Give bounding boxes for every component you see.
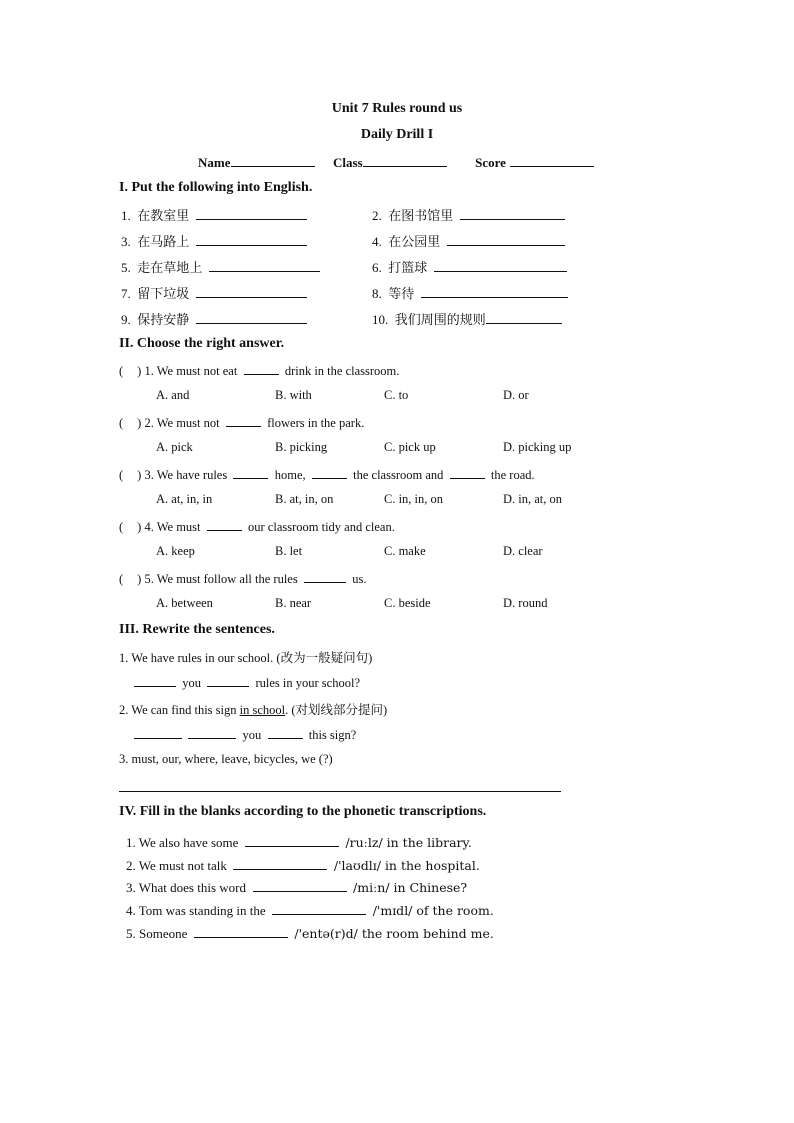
answer-blank[interactable] — [226, 414, 261, 427]
class-field[interactable] — [363, 153, 447, 167]
translation-item-7: 7. 留下垃圾 — [121, 283, 307, 302]
section-4-heading: IV. Fill in the blanks according to the phonetic transcriptions. — [119, 804, 487, 819]
mc-question-1: ( ) 1. We must not eat drink in the classroom. — [119, 364, 400, 378]
class-label: Class — [333, 155, 363, 170]
translation-item-1: 1. 在教室里 — [121, 205, 307, 224]
answer-blank[interactable] — [134, 726, 182, 739]
rewrite-question-3: 3. must, our, where, leave, bicycles, we (?) — [119, 752, 333, 766]
answer-blank[interactable] — [272, 902, 366, 915]
option-d[interactable]: D. clear — [503, 544, 543, 558]
option-c[interactable]: C. in, in, on — [384, 492, 444, 506]
answer-blank[interactable] — [253, 879, 347, 892]
translation-item-3: 3. 在马路上 — [121, 231, 307, 250]
option-b[interactable]: B. at, in, on — [275, 492, 334, 506]
translation-item-6: 6. 打篮球 — [372, 257, 567, 276]
name-label: Name — [198, 155, 231, 170]
phonetic-item-1: 1. We also have some /ruːlz/ in the library. — [126, 835, 472, 850]
option-a[interactable]: A. keep — [156, 544, 195, 558]
answer-blank[interactable] — [434, 259, 567, 272]
answer-blank[interactable] — [196, 285, 307, 298]
option-c[interactable]: C. beside — [384, 596, 431, 610]
answer-blank[interactable] — [486, 311, 562, 324]
option-c[interactable]: C. pick up — [384, 440, 436, 454]
section-2-heading: II. Choose the right answer. — [119, 336, 285, 351]
answer-blank[interactable] — [134, 674, 176, 687]
option-c[interactable]: C. make — [384, 544, 426, 558]
phonetic-item-3: 3. What does this word /miːn/ in Chinese? — [126, 880, 468, 895]
option-b[interactable]: B. picking — [275, 440, 328, 454]
option-d[interactable]: D. round — [503, 596, 548, 610]
worksheet-title: Unit 7 Rules round us — [331, 101, 463, 116]
answer-blank[interactable] — [207, 518, 242, 531]
answer-blank[interactable] — [447, 233, 565, 246]
name-field[interactable] — [231, 153, 315, 167]
phonetic-item-2: 2. We must not talk /'laʊdlɪ/ in the hospital. — [126, 858, 480, 873]
score-field[interactable] — [510, 153, 594, 167]
worksheet-subtitle: Daily Drill I — [360, 127, 434, 142]
answer-blank[interactable] — [196, 311, 307, 324]
rewrite-question-2: 2. We can find this sign in school. (对划线部分提问) — [119, 703, 388, 717]
mc-question-2: ( ) 2. We must not flowers in the park. — [119, 416, 365, 430]
answer-blank[interactable] — [233, 857, 327, 870]
answer-blank[interactable] — [421, 285, 568, 298]
option-d[interactable]: D. or — [503, 388, 529, 402]
translation-item-4: 4. 在公园里 — [372, 231, 565, 250]
phonetic-item-5: 5. Someone /'entə(r)d/ the room behind me. — [126, 926, 494, 941]
answer-blank[interactable] — [245, 834, 339, 847]
answer-blank[interactable] — [244, 362, 279, 375]
option-b[interactable]: B. with — [275, 388, 312, 402]
answer-blank[interactable] — [194, 925, 288, 938]
answer-blank[interactable] — [188, 726, 236, 739]
translation-item-2: 2. 在图书馆里 — [372, 205, 565, 224]
answer-blank[interactable] — [196, 233, 307, 246]
rewrite-question-1: 1. We have rules in our school. (改为一般疑问句) — [119, 651, 373, 665]
option-b[interactable]: B. near — [275, 596, 312, 610]
answer-blank[interactable] — [304, 570, 346, 583]
section-3-heading: III. Rewrite the sentences. — [119, 622, 275, 637]
mc-question-5: ( ) 5. We must follow all the rules us. — [119, 572, 367, 586]
answer-blank[interactable] — [196, 207, 307, 220]
answer-blank[interactable] — [233, 466, 268, 479]
option-a[interactable]: A. at, in, in — [156, 492, 213, 506]
answer-blank[interactable] — [207, 674, 249, 687]
translation-item-5: 5. 走在草地上 — [121, 257, 320, 276]
option-a[interactable]: A. pick — [156, 440, 193, 454]
rewrite-answer-1: you rules in your school? — [134, 674, 360, 691]
phonetic-item-4: 4. Tom was standing in the /'mɪdl/ of the room. — [126, 903, 494, 918]
option-d[interactable]: D. in, at, on — [503, 492, 563, 506]
student-info-row — [198, 153, 594, 171]
rewrite-answer-2: you this sign? — [134, 726, 356, 743]
answer-blank[interactable] — [312, 466, 347, 479]
option-d[interactable]: D. picking up — [503, 440, 572, 454]
translation-item-9: 9. 保持安静 — [121, 309, 307, 328]
option-b[interactable]: B. let — [275, 544, 303, 558]
option-a[interactable]: A. between — [156, 596, 213, 610]
answer-line[interactable] — [119, 791, 561, 792]
option-a[interactable]: A. and — [156, 388, 190, 402]
translation-item-10: 10. 我们周围的规则 — [372, 309, 562, 328]
option-c[interactable]: C. to — [384, 388, 409, 402]
score-label: Score — [475, 155, 506, 170]
answer-blank[interactable] — [268, 726, 303, 739]
section-1-heading: I. Put the following into English. — [119, 180, 313, 195]
answer-blank[interactable] — [460, 207, 565, 220]
answer-blank[interactable] — [450, 466, 485, 479]
mc-question-3: ( ) 3. We have rules home, the classroom and the road. — [119, 468, 535, 482]
mc-question-4: ( ) 4. We must our classroom tidy and clean. — [119, 520, 395, 534]
underlined-phrase: in school — [239, 703, 286, 717]
answer-blank[interactable] — [209, 259, 320, 272]
translation-item-8: 8. 等待 — [372, 283, 568, 302]
